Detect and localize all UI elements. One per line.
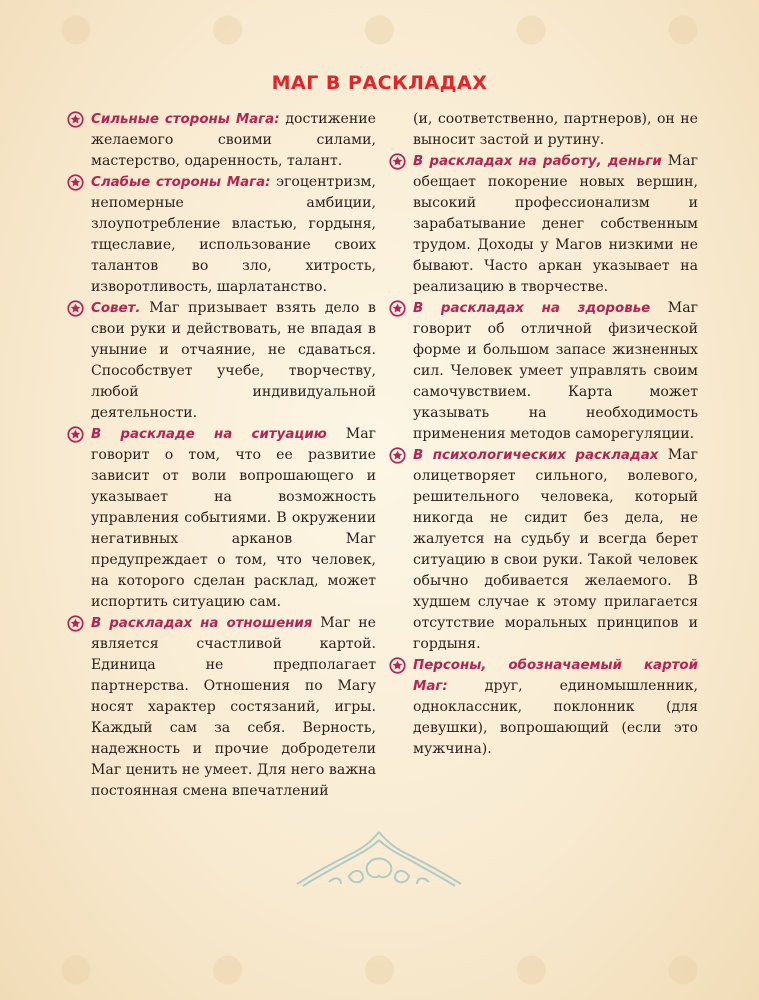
entry-text: Маг призывает взять дело в свои руки и действовать, не впадая в уныние и отчаяние, не сдаваться. Способствует учебе, творчеству, любой индивидуальной деятельности. [91, 300, 376, 421]
entry-paragraph [91, 424, 376, 613]
right-column [389, 109, 698, 760]
entry-paragraph [413, 445, 698, 655]
star-bullet-icon [67, 111, 84, 128]
entry-lead: В психологических раскладах [413, 448, 659, 463]
entry-paragraph [413, 655, 698, 760]
entry-persons [389, 655, 698, 760]
star-bullet-icon [389, 153, 406, 170]
entry-lead: В раскладе на ситуацию [91, 427, 327, 442]
entry-text: Маг обещает покорение новых вершин, высокий профессионализм и зарабатывание денег собственным трудом. Доходы у Магов низкими не бывают. Часто аркан указывает на реализацию в творчестве. [413, 153, 698, 295]
entry-paragraph [91, 298, 376, 424]
page-title: МАГ В РАСКЛАДАХ [271, 72, 488, 94]
entry-situation [67, 424, 376, 613]
entry-lead: Слабые стороны Мага: [91, 175, 271, 190]
star-bullet-icon [389, 447, 406, 464]
entry-text: друг, единомышленник, одноклассник, поклонник (для девушки), вопрошающий (если это мужчина). [413, 678, 698, 757]
entry-paragraph [413, 151, 698, 298]
star-bullet-icon [67, 300, 84, 317]
entry-strengths [67, 109, 376, 172]
decorative-ornament-icon [289, 826, 469, 896]
entry-health [389, 298, 698, 445]
entry-text: Маг говорит об отличной физической форме и большом запасе жизненных сил. Человек умеет управлять своим самочувствием. Карта может указывать на необходимость применения методов саморегуляции. [413, 300, 699, 442]
entry-text: эгоцентризм, непомерные амбиции, злоупотребление властью, гордыня, тщеславие, использование своих талантов во зло, хитрость, изворотливость, шарлатанство. [91, 174, 376, 295]
left-column [67, 109, 376, 802]
entry-work-money [389, 151, 698, 298]
entry-lead: Сильные стороны Мага: [91, 112, 280, 127]
entry-psychological [389, 445, 698, 655]
star-bullet-icon [389, 657, 406, 674]
entry-text: Маг говорит о том, что ее развитие зависит от воли вопрошающего и указывает на возможность управления событиями. В окружении негативных арканов Маг предупреждает о том, что человек, на которого сделан расклад, может испортить ситуацию сам. [91, 426, 376, 610]
entry-text: (и, соответственно, партнеров), он не выносит застой и рутину. [413, 111, 698, 148]
entry-paragraph [91, 109, 376, 172]
entry-paragraph [413, 298, 698, 445]
entry-text: достижение желаемого своими силами, мастерство, одаренность, талант. [91, 111, 376, 169]
entry-advice [67, 298, 376, 424]
bottom-decorative-border [0, 940, 759, 1000]
entry-lead: Совет. [91, 301, 141, 316]
star-bullet-icon [389, 300, 406, 317]
entry-text: Маг не является счастливой картой. Единица не предполагает партнерства. Отношения по Магу носят характер состязаний, игры. Каждый сам за себя. Верность, надежность и прочие добродетели Маг ценить не умеет. Для него важна постоянная смена впечатлений [91, 615, 377, 799]
star-bullet-icon [67, 174, 84, 191]
top-decorative-border [0, 0, 759, 60]
entry-relationships [67, 613, 376, 802]
star-bullet-icon [67, 426, 84, 443]
entry-lead: В раскладах на отношения [91, 616, 313, 631]
entry-lead: В раскладах на работу, деньги [413, 154, 662, 169]
entry-text: Маг олицетворяет сильного, волевого, решительного человека, который никогда не сидит без дела, не жалуется на судьбу и всегда берет ситуацию в свои руки. Такой человек обычно добивается желаемого. В худшем случае к этому прилагается отсутствие моральных принципов и гордыня. [413, 447, 698, 652]
entry-relationships-continued [389, 109, 698, 151]
entry-weaknesses [67, 172, 376, 298]
entry-lead: В раскладах на здоровье [413, 301, 651, 316]
entry-paragraph [91, 613, 376, 802]
entry-paragraph [91, 172, 376, 298]
star-bullet-icon [67, 615, 84, 632]
entry-lead: Персоны, обозначаемый картой Маг: [413, 658, 698, 694]
